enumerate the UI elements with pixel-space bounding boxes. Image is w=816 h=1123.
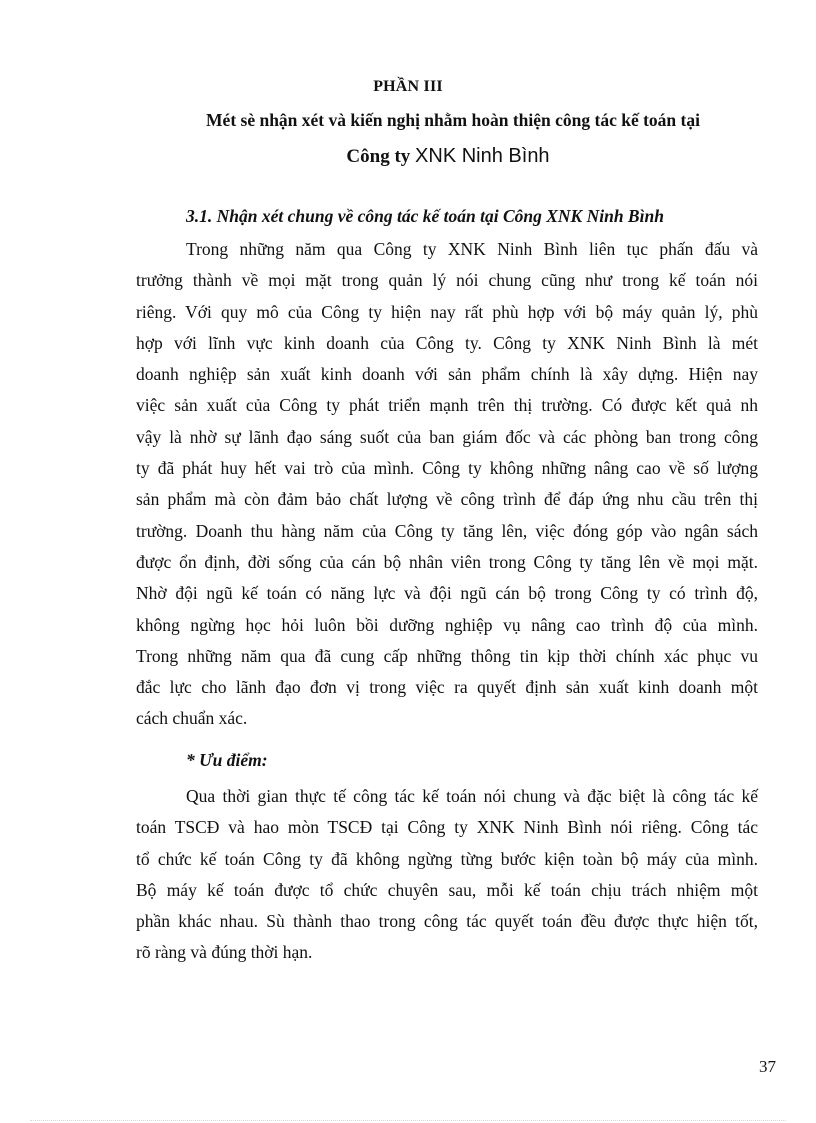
paragraph-line: Nhờ đội ngũ kế toán có năng lực và đội ngũ cán bộ trong Công ty có trình độ,: [136, 583, 758, 604]
paragraph-line: sản phẩm mà còn đảm bảo chất lượng về công trình để đáp ứng nhu cầu trên thị: [136, 489, 758, 510]
paragraph-advantages: [136, 781, 758, 969]
paragraph-line: cách chuẩn xác.: [136, 708, 248, 729]
paragraph-line: được ổn định, đời sống của cán bộ nhân viên trong Công ty tăng lên về mọi mặt.: [136, 551, 758, 572]
footer-divider: [30, 1120, 786, 1121]
paragraph-line: trường. Doanh thu hàng năm của Công ty tăng lên, việc đóng góp vào ngân sách: [136, 520, 758, 541]
paragraph-line: Trong những năm qua đã cung cấp những thông tin kịp thời chính xác phục vu: [136, 645, 758, 666]
paragraph-overview: [136, 234, 758, 735]
paragraph-line: riêng. Với quy mô của Công ty hiện nay rất phù hợp với bộ máy quản lý, phù: [136, 301, 758, 322]
advantages-subheading: * Ưu điểm:: [186, 750, 268, 770]
heading-prefix: Công ty: [346, 146, 411, 167]
paragraph-line: doanh nghiệp sản xuất kinh doanh với sản phẩm chính là xây dựng. Hiện nay: [136, 364, 758, 385]
paragraph-line: hợp với lĩnh vực kinh doanh của Công ty. Công ty XNK Ninh Bình là mét: [136, 332, 758, 353]
page-number: 37: [759, 1057, 776, 1076]
paragraph-line: đắc lực cho lãnh đạo đơn vị trong việc ra quyết định sản xuất kinh doanh một: [136, 677, 758, 698]
paragraph-line: không ngừng học hỏi luôn bồi dưỡng nghiệp vụ nâng cao trình độ của mình.: [136, 614, 758, 635]
paragraph-line: trưởng thành về mọi mặt trong quản lý nói chung cũng như trong kế toán nói: [136, 270, 758, 291]
paragraph-line: Trong những năm qua Công ty XNK Ninh Bình liên tục phấn đấu và: [186, 239, 758, 259]
part-title: PHẦN III: [373, 78, 443, 95]
paragraph-line: ty đã phát huy hết vai trò của mình. Công ty không những nâng cao về số lượng: [136, 458, 758, 479]
paragraph-line: việc sản xuất của Công ty phát triển mạnh trên thị trường. Có được kết quả nh: [136, 395, 758, 416]
heading-company-name: XNK Ninh Bình: [415, 145, 550, 167]
paragraph-line: vậy là nhờ sự lãnh đạo sáng suốt của ban giám đốc và các phòng ban trong công: [136, 426, 758, 447]
chapter-heading-line2: [0, 145, 816, 168]
paragraph-line: tổ chức kế toán Công ty đã không ngừng từng bước kiện toàn bộ máy của mình.: [136, 848, 758, 869]
paragraph-line: toán TSCĐ và hao mòn TSCĐ tại Công ty XNK Ninh Bình nói riêng. Công tác: [136, 817, 758, 838]
chapter-heading-line1: Mét sè nhận xét và kiến nghị nhằm hoàn thiện công tác kế toán tại: [206, 110, 700, 130]
paragraph-line: Bộ máy kế toán được tổ chức chuyên sau, mỗi kế toán chịu trách nhiệm một: [136, 879, 758, 900]
section-title: 3.1. Nhận xét chung về công tác kế toán tại Công XNK Ninh Bình: [186, 206, 664, 226]
paragraph-line: phần khác nhau. Sù thành thao trong công tác quyết toán đều được thực hiện tốt,: [136, 911, 758, 932]
paragraph-line: Qua thời gian thực tế công tác kế toán nói chung và đặc biệt là công tác kế: [186, 786, 758, 806]
paragraph-line: rõ ràng và đúng thời hạn.: [136, 942, 313, 963]
